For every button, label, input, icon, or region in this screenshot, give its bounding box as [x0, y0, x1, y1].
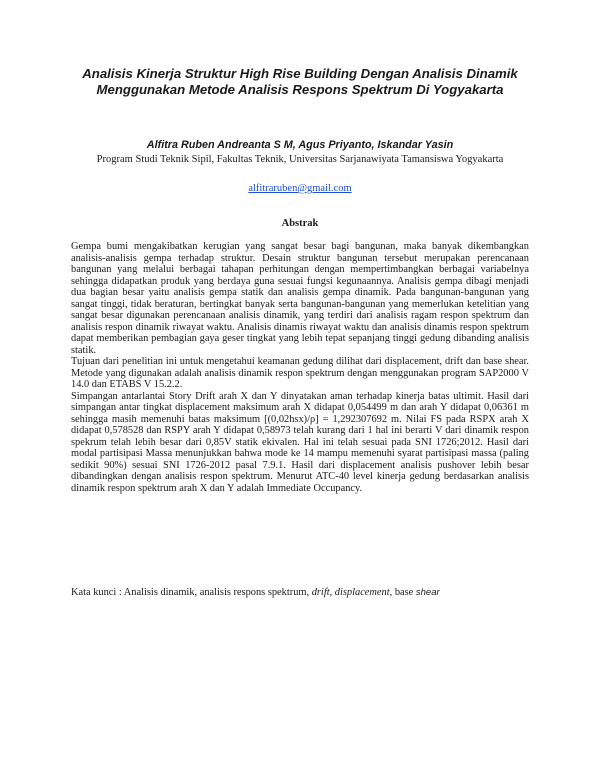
- keyword-separator: ,: [329, 587, 335, 598]
- keyword-displacement: displacement: [334, 587, 390, 598]
- abstract-paragraph: Gempa bumi mengakibatkan kerugian yang sangat besar bagi bangunan, maka banyak dikembangkan analisis-analisis gempa terhadap struktur. Desain struktur bangunan tersebut merupakan perencanaan bangunan yang melalui berbagai tahapan perhitungan dengan mempertimbangkan berbagai variabelnya sehingga didapatkan produk yang berdaya guna sesuai fungsi kegunaannya. Analisis gempa dibagi menjadi dua bagian besar yaitu analisis gempa statik dan analisis gempa dinamik. Pada bangunan-bangunan yang sangat tinggi, tidak beraturan, bertingkat banyak serta bangunan-bangunan yang memerlukan ketelitian yang sangat besar digunakan perencanaan analisis dinamik, yang terdiri dari analisis ragam respon spektrum dan analisis respon dinamik riwayat waktu. Analisis dinamis riwayat waktu dan analisis dinamis respon spektrum dapat memberikan pembagian gaya geser tingkat yang lebih tepat sepanjang tinggi gedung dibanding analisis statik.: [71, 241, 529, 356]
- keyword-separator: , base: [389, 587, 416, 598]
- paper-title: Analisis Kinerja Struktur High Rise Building Dengan Analisis Dinamik Menggunakan Metode Analisis Respons Spektrum Di Yogyakarta: [82, 66, 518, 97]
- keywords-line: [71, 587, 529, 599]
- keyword-shear: shear: [415, 587, 440, 598]
- author-list: Alfitra Ruben Andreanta S M, Agus Priyanto, Iskandar Yasin: [146, 139, 454, 151]
- abstract-heading: Abstrak: [281, 218, 319, 229]
- abstract-paragraph: Tujuan dari penelitian ini untuk mengetahui keamanan gedung dilihat dari displacement, drift dan base shear. Metode yang digunakan adalah analisis dinamik respon spektrum dengan menggunakan program SAP2000 V 14.0 dan ETABS V 15.2.2.: [71, 356, 529, 390]
- abstract-body: [71, 241, 529, 494]
- keywords-prefix: Kata kunci : Analisis dinamik, analisis respons spektrum,: [71, 587, 312, 598]
- author-email-link[interactable]: alfitraruben@gmail.com: [248, 183, 352, 194]
- abstract-paragraph: Simpangan antarlantai Story Drift arah X dan Y dinyatakan aman terhadap kinerja batas ultimit. Hasil dari simpangan antar tingkat displacement maksimum arah X didapat 0,054499 m dan arah Y didapat 0,06361 m sehingga masih memenuhi batas maksimum [(0,02hsx)/ρ] = 1,292307692 m. Nilai FS pada RSPX arah X didapat 0,578528 dan RSPY arah Y didapat 0,58973 telah kurang dari 1 hal ini berarti V dari dinamik respon spekrum telah lebih besar dari 0,85V statik ekivalen. Hal ini telah sesuai pada SNI 1726;2012. Hasil dari modal partisipasi Massa menunjukkan bahwa mode ke 14 mampu memenuhi syarat partisipasi massa (paling sedikit 90%) sesuai SNI 1726-2012 pasal 7.9.1. Hasil dari displacement analisis pushover lebih besar dibandingkan dengan analisis respon spektrum. Menurut ATC-40 level kinerja gedung berdasarkan analisis dinamik respon spektrum arah X dan Y adalah Immediate Occupancy.: [71, 390, 529, 494]
- affiliation: Program Studi Teknik Sipil, Fakultas Teknik, Universitas Sarjanawiyata Tamansiswa Yogyakarta: [96, 154, 504, 165]
- keyword-drift: drift: [311, 587, 330, 598]
